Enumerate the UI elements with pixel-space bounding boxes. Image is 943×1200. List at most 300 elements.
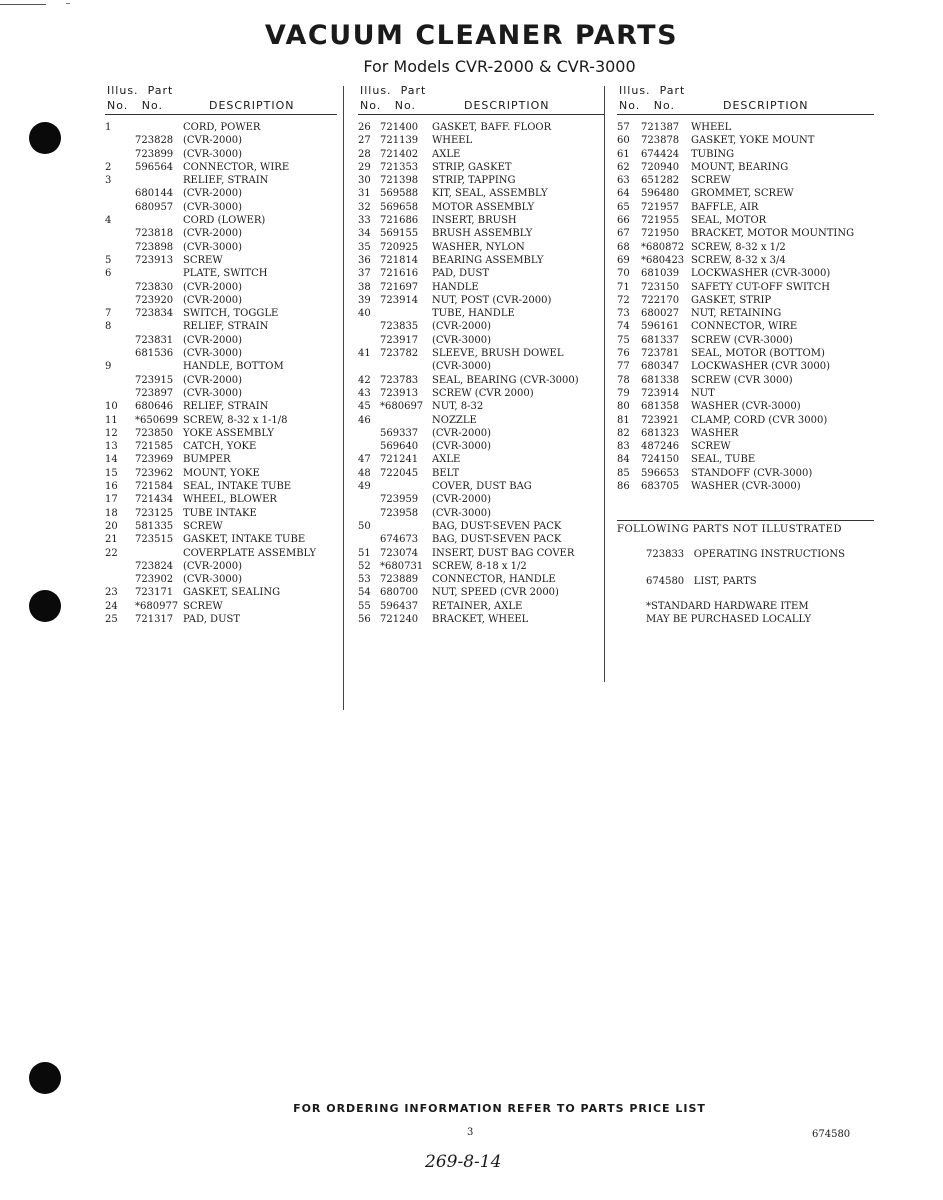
part-description: SCREW, 8-32 x 1-1/8 [183,414,288,426]
part-description: RELIEF, STRAIN [183,401,269,413]
part-number: 723878 [641,135,680,147]
parts-row [105,414,337,427]
illus-number [105,134,135,147]
part-description: (CVR-3000) [183,148,243,160]
illus-number: 64 [617,188,630,200]
illus-number: 79 [617,387,630,399]
illus-number: 32 [358,201,371,213]
illus-number: 56 [358,613,371,625]
part-number: 596480 [641,188,680,200]
part-number: 680144 [135,188,174,200]
parts-row [358,254,604,267]
part-description: CLAMP, CORD (CVR 3000) [691,414,828,426]
part-number: 721387 [641,122,680,133]
part-description: STRIP, GASKET [432,161,512,173]
part-number: 724150 [641,454,680,466]
illus-number [358,440,380,453]
illus-number [358,427,380,440]
part-number: 723913 [380,387,419,399]
parts-row [617,241,874,254]
parts-column-1 [105,84,337,626]
part-number: *680697 [380,401,424,413]
parts-row [617,467,874,480]
header-description: DESCRIPTION [723,99,809,112]
part-number: 723889 [380,574,419,586]
illus-number: 43 [358,387,371,399]
parts-row [105,507,337,520]
part-description: (CVR-2000) [432,321,492,333]
illus-number: 29 [358,161,371,173]
illus-number: 3 [105,175,112,187]
part-description: TUBING [691,148,735,160]
parts-row [105,334,337,347]
part-number: 723898 [135,241,174,253]
illus-number: 75 [617,334,630,346]
illus-number: 82 [617,427,630,439]
part-description: AXLE [432,454,461,466]
parts-row [105,307,337,320]
illus-number: 33 [358,215,371,227]
illus-number: 16 [105,481,118,493]
illus-number [105,201,135,214]
parts-row [358,467,604,480]
part-number: 723782 [380,348,419,360]
part-number: 723914 [641,387,680,399]
part-description: STRIP, TAPPING [432,175,516,187]
part-description: SEAL, BEARING (CVR-3000) [432,374,579,386]
parts-row [358,480,604,493]
illus-number: 54 [358,587,371,599]
illus-number: 15 [105,467,118,479]
punch-hole [29,590,61,622]
parts-row [358,493,604,506]
parts-row [105,520,337,533]
header-no: No. No. [107,99,164,112]
part-description: WASHER (CVR-3000) [691,481,801,493]
part-description: CONNECTOR, HANDLE [432,574,556,586]
part-description: (CVR-2000) [183,188,243,200]
illus-number [358,533,380,546]
parts-row [358,400,604,413]
part-description: COVERPLATE ASSEMBLY [183,547,317,559]
part-description: SCREW, 8-18 x 1/2 [432,560,527,572]
part-number: 723902 [135,574,174,586]
part-description: BAG, DUST-SEVEN PACK [432,534,562,546]
part-number: *680423 [641,254,685,266]
parts-row [105,121,337,134]
illus-number: 84 [617,454,630,466]
parts-row [105,533,337,546]
part-number: 681358 [641,401,680,413]
part-number: 723830 [135,281,174,293]
illus-number: 9 [105,361,112,373]
part-description: CORD, POWER [183,122,261,133]
parts-row [358,281,604,294]
illus-number: 10 [105,401,118,413]
parts-row [358,414,604,427]
part-number: 723783 [380,374,419,386]
part-description: WASHER (CVR-3000) [691,401,801,413]
parts-row [358,148,604,161]
illus-number: 27 [358,135,371,147]
page-number: 3 [467,1127,474,1138]
parts-row [617,387,874,400]
parts-row [105,493,337,506]
part-description: RELIEF, STRAIN [183,175,269,187]
part-description: (CVR-2000) [432,494,492,506]
parts-row [105,201,337,214]
part-number: 674424 [641,148,680,160]
part-description: SLEEVE, BRUSH DOWEL [432,348,564,360]
part-description: AXLE [432,148,461,160]
illus-number: 48 [358,467,371,479]
illus-number: 4 [105,215,112,227]
illus-number: 8 [105,321,112,333]
part-number: 596437 [380,600,419,612]
part-description: BELT [432,467,460,479]
part-description: BEARING ASSEMBLY [432,254,544,266]
parts-row [617,440,874,453]
part-number: 721317 [135,613,174,625]
part-description: KIT, SEAL, ASSEMBLY [432,188,548,200]
part-description: YOKE ASSEMBLY [183,427,274,439]
part-description: GROMMET, SCREW [691,188,794,200]
parts-row [358,453,604,466]
part-description: (CVR-2000) [183,560,243,572]
header-illus-part: Illus. Part [360,84,427,97]
part-number: 723125 [135,507,174,519]
part-number: 680700 [380,587,419,599]
parts-row [358,307,604,320]
parts-row [358,294,604,307]
illus-number: 80 [617,401,630,413]
parts-row [105,560,337,573]
parts-row [358,547,604,560]
part-number: 683705 [641,481,680,493]
part-number: 723831 [135,334,174,346]
hardware-note: *STANDARD HARDWARE ITEM [646,601,809,612]
part-description: STANDOFF (CVR-3000) [691,467,813,479]
part-number: 723917 [380,334,419,346]
part-description: PAD, DUST [432,268,490,280]
parts-row [617,347,874,360]
parts-row [105,613,337,626]
handwritten-note: 269-8-14 [425,1152,502,1172]
parts-row [617,294,874,307]
part-number: 723171 [135,587,174,599]
part-number [135,360,183,373]
part-number [380,414,432,427]
parts-row [358,573,604,586]
part-number: *680731 [380,560,424,572]
part-number: 681039 [641,268,680,280]
parts-row [617,414,874,427]
part-number [380,480,432,493]
column-header [617,84,874,114]
part-description: BRACKET, MOTOR MOUNTING [691,228,855,240]
part-description: MOTOR ASSEMBLY [432,201,535,213]
part-number: 581335 [135,520,174,532]
part-description: SCREW [691,175,731,187]
ordering-note: FOR ORDERING INFORMATION REFER TO PARTS PRICE LIST [293,1102,706,1115]
parts-row [617,307,874,320]
parts-row [617,374,874,387]
not-illustrated-header: FOLLOWING PARTS NOT ILLUSTRATED [617,520,874,535]
part-description: SEAL, MOTOR (BOTTOM) [691,348,825,360]
part-number: 722170 [641,294,680,306]
parts-row [105,134,337,147]
parts-row [358,187,604,200]
illus-number: 14 [105,454,118,466]
illus-number: 28 [358,148,371,160]
part-description: (CVR-3000) [432,334,492,346]
column-header [358,84,604,114]
parts-row [617,360,874,373]
illus-number: 47 [358,454,371,466]
parts-row [105,241,337,254]
part-description: (CVR-3000) [432,507,492,519]
part-description: NUT, RETAINING [691,308,782,320]
illus-number [105,227,135,240]
part-number: 723899 [135,148,174,160]
parts-row [617,267,874,280]
parts-row [617,148,874,161]
parts-row [358,134,604,147]
parts-row [617,427,874,440]
part-number: 569155 [380,228,419,240]
illus-number: 26 [358,122,371,133]
part-number: *650699 [135,414,179,426]
illus-number: 17 [105,494,118,506]
parts-row [358,334,604,347]
parts-row [617,121,874,134]
part-number: 721139 [380,135,419,147]
part-number: 723958 [380,507,419,519]
punch-hole [29,122,61,154]
part-number: 721616 [380,268,419,280]
part-description: COVER, DUST BAG [432,481,532,493]
illus-number: 63 [617,175,630,187]
part-description: MOUNT, BEARING [691,161,789,173]
illus-number: 77 [617,361,630,373]
illus-number: 1 [105,122,112,133]
scan-mark [0,4,46,5]
part-description: (CVR-2000) [183,281,243,293]
parts-row [358,507,604,520]
punch-hole [29,1062,61,1094]
illus-number: 42 [358,374,371,386]
part-number: 723897 [135,387,174,399]
part-number: 721434 [135,494,174,506]
parts-column-3 [617,84,874,493]
part-description: SEAL, MOTOR [691,215,767,227]
column-divider [604,86,605,682]
illus-number [105,573,135,586]
parts-row [358,360,604,373]
illus-number [105,347,135,360]
part-description: (CVR-3000) [183,574,243,586]
parts-row [105,214,337,227]
page-title: VACUUM CLEANER PARTS [264,20,679,51]
part-description: BRUSH ASSEMBLY [432,228,533,240]
parts-row [105,227,337,240]
part-number: 596161 [641,321,680,333]
parts-row [617,480,874,493]
illus-number [358,320,380,333]
hardware-note: MAY BE PURCHASED LOCALLY [646,614,812,625]
part-description: (CVR-2000) [183,334,243,346]
parts-row [105,174,337,187]
illus-number [105,387,135,400]
part-description: GASKET, BAFF. FLOOR [432,122,552,133]
part-number [135,547,183,560]
parts-row [358,520,604,533]
illus-number [358,507,380,520]
parts-row [358,174,604,187]
parts-row [617,400,874,413]
illus-number [105,241,135,254]
part-number: 723828 [135,135,174,147]
part-description: SCREW (CVR 2000) [432,387,534,399]
part-number: 723824 [135,560,174,572]
illus-number: 68 [617,241,630,253]
part-number: 723913 [135,254,174,266]
part-description: LOCKWASHER (CVR 3000) [691,361,831,373]
part-number: 681337 [641,334,680,346]
parts-column-2 [358,84,604,626]
part-number: 721240 [380,613,419,625]
illus-number: 20 [105,520,118,532]
part-number: 721353 [380,161,419,173]
part-description: SEAL, INTAKE TUBE [183,481,292,493]
part-description: MOUNT, YOKE [183,467,260,479]
illus-number: 85 [617,467,630,479]
part-number: 596564 [135,161,174,173]
parts-row [105,467,337,480]
parts-row [358,201,604,214]
parts-row [105,347,337,360]
parts-row [105,148,337,161]
not-illustrated-item: 674580 LIST, PARTS [646,576,757,587]
parts-row [358,613,604,626]
illus-number: 74 [617,321,630,333]
part-number [135,267,183,280]
illus-number: 49 [358,481,371,493]
parts-row [358,387,604,400]
illus-number [105,560,135,573]
illus-number: 67 [617,228,630,240]
part-number: 723969 [135,454,174,466]
document-number: 674580 [812,1129,851,1140]
parts-row [617,227,874,240]
part-description: BUMPER [183,454,231,466]
not-illustrated-section [617,520,874,535]
part-number: 723781 [641,348,680,360]
illus-number [105,281,135,294]
part-description: RETAINER, AXLE [432,600,523,612]
part-number: 722045 [380,467,419,479]
parts-row [105,161,337,174]
illus-number [105,187,135,200]
part-number: 721400 [380,122,419,133]
illus-number: 50 [358,520,371,532]
illus-number [105,374,135,387]
illus-number: 37 [358,268,371,280]
part-number: 487246 [641,441,680,453]
illus-number [358,360,380,373]
part-description: (CVR-2000) [183,135,243,147]
part-description: NUT, POST (CVR-2000) [432,294,552,306]
illus-number [358,334,380,347]
part-number: 680646 [135,401,174,413]
header-rule [617,114,874,115]
part-number: 721955 [641,215,680,227]
part-description: LOCKWASHER (CVR-3000) [691,268,831,280]
parts-row [617,281,874,294]
part-description: PLATE, SWITCH [183,268,268,280]
parts-row [105,294,337,307]
part-description: (CVR-2000) [183,374,243,386]
parts-row [358,227,604,240]
part-description: BAFFLE, AIR [691,201,759,213]
parts-row [617,254,874,267]
part-number: 721241 [380,454,419,466]
part-description: SCREW, 8-32 x 1/2 [691,241,786,253]
illus-number: 62 [617,161,630,173]
part-description: INSERT, BRUSH [432,215,517,227]
part-number: 569588 [380,188,419,200]
parts-row [358,374,604,387]
part-description: SAFETY CUT-OFF SWITCH [691,281,830,293]
parts-row [105,360,337,373]
illus-number: 40 [358,308,371,320]
part-description: CATCH, YOKE [183,441,257,453]
parts-row [358,440,604,453]
parts-row [358,427,604,440]
parts-row [105,281,337,294]
illus-number: 5 [105,254,112,266]
illus-number: 65 [617,201,630,213]
part-description: WHEEL [691,122,732,133]
part-number: 723920 [135,294,174,306]
parts-row [105,387,337,400]
illus-number: 53 [358,574,371,586]
part-number [135,320,183,333]
header-description: DESCRIPTION [209,99,295,112]
illus-number: 55 [358,600,371,612]
part-number: 680957 [135,201,174,213]
parts-row [358,121,604,134]
parts-row [105,374,337,387]
illus-number: 46 [358,414,371,426]
part-description: SCREW [183,600,223,612]
parts-row [617,134,874,147]
part-number: *680872 [641,241,685,253]
column-header [105,84,337,114]
parts-row [358,586,604,599]
illus-number: 24 [105,600,118,612]
parts-row [617,174,874,187]
part-number: 721814 [380,254,419,266]
part-number: 680027 [641,308,680,320]
page-subtitle: For Models CVR-2000 & CVR-3000 [363,57,636,76]
part-number: 651282 [641,175,680,187]
part-number: 721398 [380,175,419,187]
parts-row [358,347,604,360]
part-description: GASKET, YOKE MOUNT [691,135,815,147]
part-description: (CVR-3000) [183,201,243,213]
part-description: GASKET, STRIP [691,294,772,306]
